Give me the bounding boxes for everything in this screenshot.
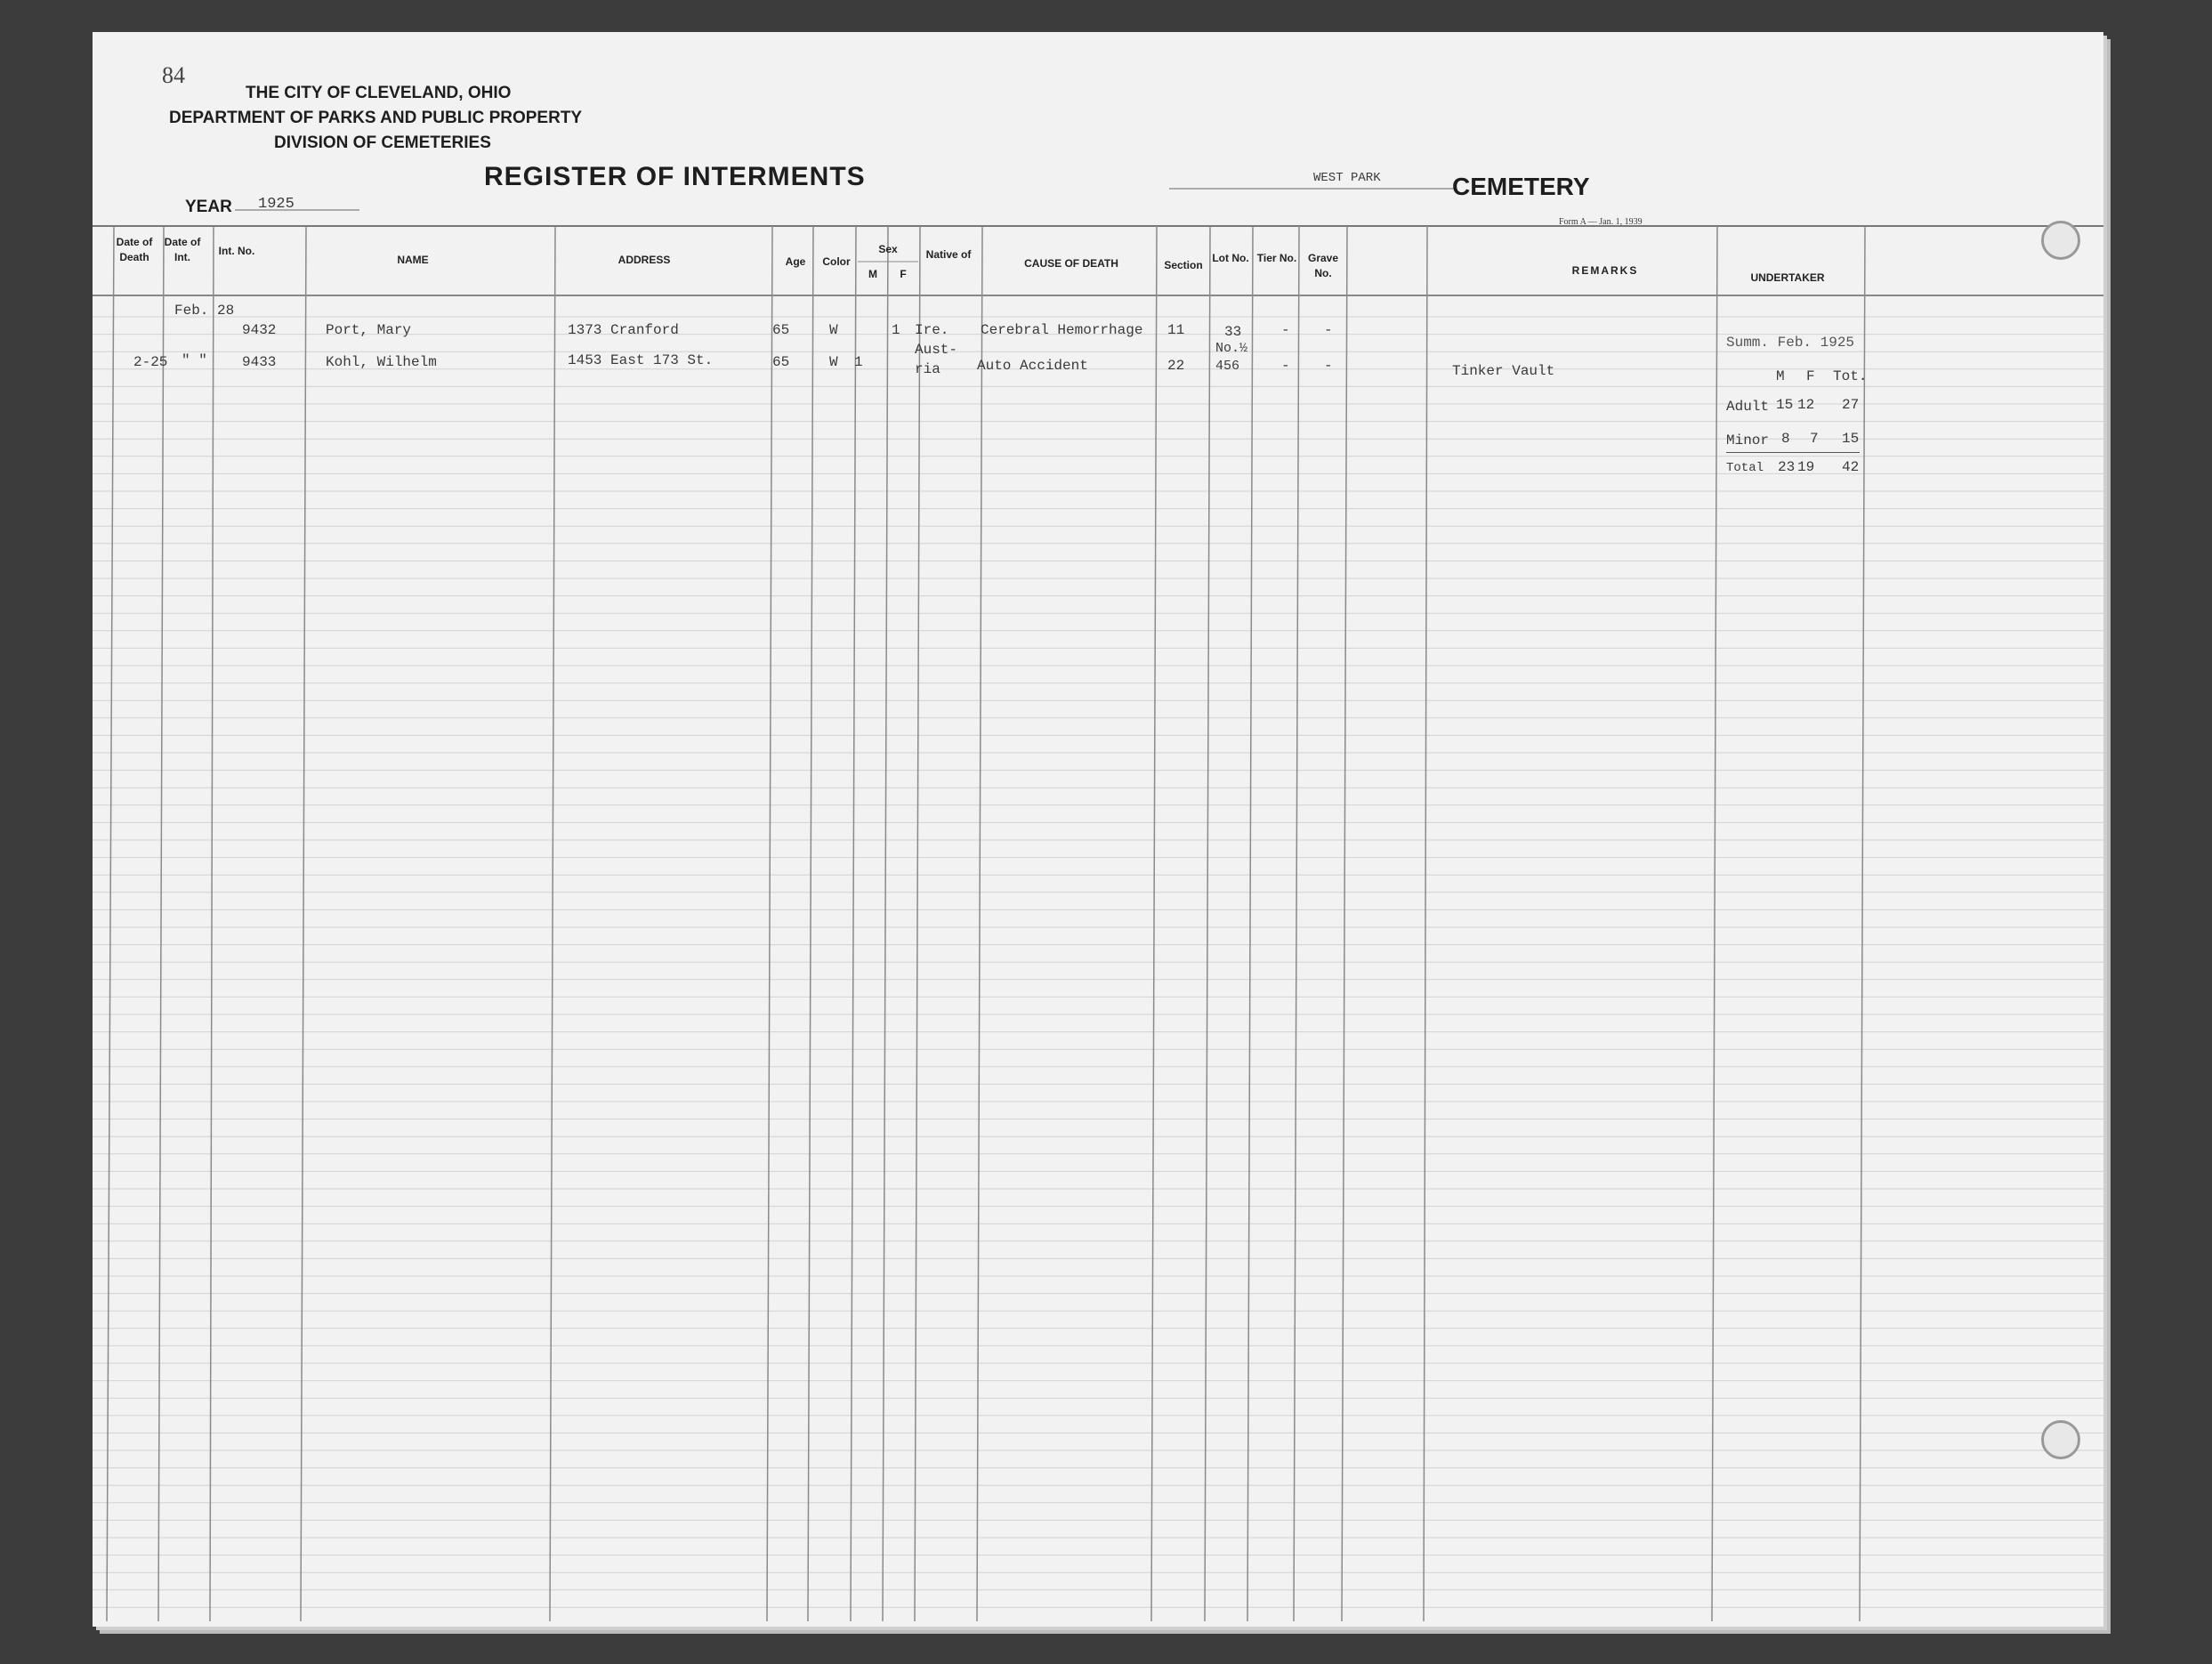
summary-adult-m: 15 xyxy=(1776,397,1794,413)
col-sex-f: F xyxy=(900,268,907,280)
entry-date-of-int: Feb. 28 xyxy=(174,303,235,319)
form-note: Form A — Jan. 1, 1939 xyxy=(1559,217,1643,227)
col-color: Color xyxy=(822,255,851,268)
column-rule xyxy=(767,226,772,1621)
col-sex-m: M xyxy=(868,268,877,280)
col-name: NAME xyxy=(397,254,429,266)
entry-native-of: Ire. xyxy=(915,322,949,338)
column-rule xyxy=(550,226,555,1621)
entry-date-of-death: 2-25 xyxy=(133,354,168,370)
entry-lot-no: No.½ 456 xyxy=(1215,341,1248,374)
col-date-of-int: Date of Int. xyxy=(164,236,201,263)
column-rule xyxy=(1712,226,1717,1621)
column-rule xyxy=(1424,226,1427,1621)
column-rule xyxy=(1860,226,1865,1621)
summary-adult-tot: 27 xyxy=(1842,397,1860,413)
column-rule xyxy=(915,226,920,1621)
column-rule xyxy=(1151,226,1157,1621)
entry-int-no: 9432 xyxy=(242,322,277,338)
column-rule xyxy=(851,226,856,1621)
summary-head-f: F xyxy=(1806,368,1815,384)
summary-total-tot: 42 xyxy=(1842,459,1860,475)
summary-head-tot: Tot. xyxy=(1833,368,1868,384)
entry-address: 1373 Cranford xyxy=(568,322,679,338)
entry-grave-no: - xyxy=(1324,322,1333,338)
cemetery-name: WEST PARK xyxy=(1313,171,1381,185)
page-number: 84 xyxy=(162,62,185,88)
summary-minor-tot: 15 xyxy=(1842,431,1860,447)
entry-int-no: 9433 xyxy=(242,354,277,370)
year-label: YEAR xyxy=(185,198,232,216)
entry-name: Port, Mary xyxy=(326,322,412,338)
column-rule xyxy=(808,226,813,1621)
entry-sex-m: 1 xyxy=(854,354,863,370)
entry-tier-no: - xyxy=(1281,358,1290,374)
column-rule xyxy=(1342,226,1347,1621)
col-lot-no: Lot No. xyxy=(1212,252,1249,264)
col-native-of: Native of xyxy=(925,248,972,261)
col-grave-no: Grave No. xyxy=(1307,252,1339,279)
city-heading: THE CITY OF CLEVELAND, OHIO xyxy=(246,84,512,102)
binder-ring-top xyxy=(2041,221,2080,260)
col-cause-of-death: CAUSE OF DEATH xyxy=(1024,257,1118,270)
entry-grave-no: - xyxy=(1324,358,1333,374)
column-rule xyxy=(158,226,164,1621)
column-rule xyxy=(883,226,888,1621)
summary-minor-f: 7 xyxy=(1810,431,1819,447)
entry-remarks: Tinker Vault xyxy=(1452,363,1555,379)
col-address: ADDRESS xyxy=(618,254,671,266)
col-tier-no: Tier No. xyxy=(1256,252,1297,264)
col-date-of-death: Date of Death xyxy=(116,236,153,263)
col-sex: Sex xyxy=(878,243,898,255)
summary-rule xyxy=(1726,452,1860,453)
column-rule xyxy=(977,226,982,1621)
column-rule xyxy=(1294,226,1299,1621)
col-age: Age xyxy=(785,255,806,268)
column-rule xyxy=(1205,226,1210,1621)
entry-tier-no: - xyxy=(1281,322,1290,338)
summary-total-label: Total xyxy=(1726,461,1764,475)
cemetery-label: CEMETERY xyxy=(1452,173,1590,200)
summary-minor-label: Minor xyxy=(1726,432,1770,448)
entry-sex-f: 1 xyxy=(892,322,900,338)
entry-age: 65 xyxy=(772,354,790,370)
year-value: 1925 xyxy=(258,196,295,213)
binder-ring-bottom xyxy=(2041,1420,2080,1459)
col-undertaker: UNDERTAKER xyxy=(1750,271,1825,284)
entry-address: 1453 East 173 St. xyxy=(568,352,714,368)
column-rule xyxy=(210,226,214,1621)
col-remarks: REMARKS xyxy=(1571,264,1639,277)
entry-lot-no: 33 xyxy=(1224,324,1242,340)
summary-head-m: M xyxy=(1776,368,1785,384)
entry-age: 65 xyxy=(772,322,790,338)
entry-color: W xyxy=(829,322,838,338)
entry-section: 22 xyxy=(1167,358,1185,374)
department-heading: DEPARTMENT OF PARKS AND PUBLIC PROPERTY xyxy=(169,109,583,127)
column-rule xyxy=(107,226,114,1621)
summary-adult-label: Adult xyxy=(1726,399,1770,415)
register-title: REGISTER OF INTERMENTS xyxy=(484,162,866,191)
entry-color: W xyxy=(829,354,838,370)
summary-title: Summ. Feb. 1925 xyxy=(1726,335,1855,351)
summary-adult-f: 12 xyxy=(1797,397,1815,413)
col-int-no: Int. No. xyxy=(218,245,255,257)
entry-native-of: Aust-ria xyxy=(915,342,958,377)
entry-date-of-int: " " xyxy=(182,352,207,368)
summary-minor-m: 8 xyxy=(1781,431,1790,447)
summary-total-f: 19 xyxy=(1797,459,1815,475)
column-rule xyxy=(301,226,306,1621)
summary-total-m: 23 xyxy=(1778,459,1796,475)
entry-name: Kohl, Wilhelm xyxy=(326,354,437,370)
column-rule xyxy=(1247,226,1253,1621)
entry-cause-of-death: Auto Accident xyxy=(977,358,1088,374)
entry-cause-of-death: Cerebral Hemorrhage xyxy=(981,322,1143,338)
col-section: Section xyxy=(1164,259,1203,271)
register-page xyxy=(93,32,2103,1627)
entry-section: 11 xyxy=(1167,322,1185,338)
division-heading: DIVISION OF CEMETERIES xyxy=(274,133,491,152)
